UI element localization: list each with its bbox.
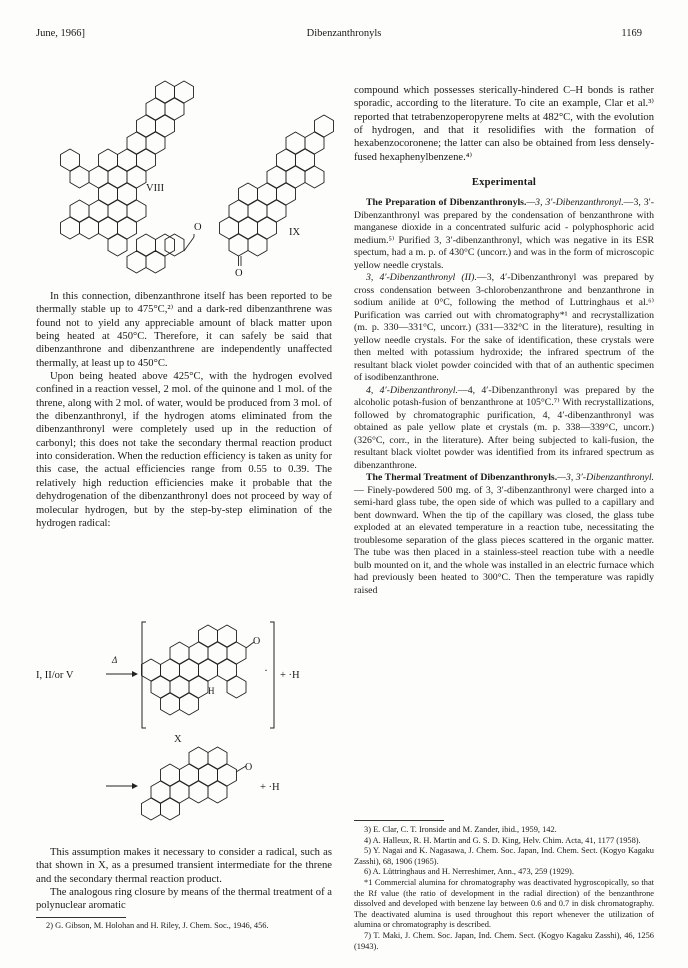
reactant-label: I, II/or V <box>36 670 74 681</box>
paragraph-44-dibenzanthronyl <box>354 385 654 473</box>
label-o-product: O <box>245 762 253 773</box>
header-title: Dibenzanthronyls <box>306 28 382 39</box>
delta-symbol: Δ <box>112 655 118 665</box>
compound-34-body: —3, 4′-Dibenzanthronyl was prepared by cross condensation between 3-chlorobenzanthrone and benzanthrone in sodium anilide at 0°C, following the method of Luttringhaus et al.⁶⁾ Purification was carried out with chromatography*¹ and recrystallization (m. p. 330—331°C, uncorr.) (331—332°C in the literature), resulting in yellow needle crystals. For the sake of identification, these crystals were then melted with potassium hydroxide; the infrared spectrum of the resultant black violet powder coincided with that of an authentic specimen of isodibenzanthrone. <box>354 272 654 384</box>
arrow-head-1 <box>132 671 138 677</box>
reference-6: 6) A. Lüttringhaus and H. Nerreshimer, Ann., 473, 259 (1929). <box>364 867 574 877</box>
page-number: 1169 <box>621 28 642 39</box>
radical-dot: · <box>264 663 268 677</box>
footnote-rule-left <box>36 917 126 918</box>
subsection-thermal-treatment: The Thermal Treatment of Dibenzanthronyls. <box>366 472 558 484</box>
footnote-alumina: *1 Commercial alumina for chromatography was deactivated hygroscopically, so that the Rf value (the ratio of development in the radial direction) of the benzanthrone dissolved and developed with benzene lay between 0.6 and 0.7 in disk chromatography. The deactivated alumina is used throughout this report whenever the utilization of alumina or chromatography is described. <box>354 877 654 930</box>
reaction-scheme <box>34 608 334 828</box>
label-x: X <box>174 734 182 745</box>
arrow-head-2 <box>132 783 138 789</box>
molecule-ix-structure <box>220 115 334 266</box>
paragraph-34-dibenzanthronyl <box>354 272 654 385</box>
radical-x-structure <box>142 625 255 715</box>
label-o-x: O <box>253 636 261 647</box>
footnote-rule-right <box>354 820 444 821</box>
bracket-right <box>270 622 274 728</box>
paragraph-preparation <box>354 197 654 272</box>
thermal-body: — Finely-powdered 500 mg. of 3, 3′-dibenzanthronyl were charged into a semi-hard glass tube, the open side of which was pulled to a capillary and bent downward. When the tip of the capillary was closed, the glass tube exploded at an elevated temperature in a reaction tube, necessitating the troublesome separation of the glass pieces scattered in the organic matter. The tube was then placed in a stainless-steel reaction tube with a needle bulb mounted on it, and the whole was installed in an electric furnace which had previously been heated to 300°C. Then the temperature was rapidly raised <box>354 484 654 596</box>
structure-viii-ix <box>34 62 344 282</box>
compound-44-body: —4, 4′-Dibenzanthronyl was prepared by the alcoholic potash-fusion of benzanthrone at 105°C.⁷⁾ With recrystallizations, followed by chromatographic purification, 4, 4′-dibenzanthronyl was obtained as pale yellow plate et crystals (m. p. 338—339°C, uncorr.) (326°C, corr., in the literature). After being subjected to kali-fusion, the resultant black violtet powder was identified from its infrared spectrum as dibenzanthrone. <box>354 384 654 471</box>
left-footnotes <box>36 921 332 932</box>
reference-4: 4) A. Halleux, R. H. Martin and G. S. D. King, Helv. Chim. Acta, 41, 1177 (1958). <box>364 835 641 845</box>
preparation-body: —3, 3′-Dibenzanthronyl was prepared by the condensation of benzanthrone with manganese dioxide in a concentrated sulfuric acid - polyphosphoric acid medium.⁵⁾ Purified 3, 3′-dibenzanthronyl, which was negative in its ESR spectum, had a m. p. of 430°C (uncorr.) and was in the form of microscopic yellow needle crystals. <box>354 197 654 271</box>
section-experimental: Experimental <box>471 177 537 189</box>
label-h-x: H <box>208 686 215 696</box>
reference-7: 7) T. Maki, J. Chem. Soc. Japan, Ind. Chem. Sect. (Kogyo Kagaku Zasshi), 46, 1256 (1943). <box>354 930 654 951</box>
left-column-lower <box>36 846 332 913</box>
footnote-2: 2) G. Gibson, M. Holohan and H. Riley, J. Chem. Soc., 1946, 456. <box>46 921 269 930</box>
label-viii: VIII <box>146 183 165 194</box>
label-ix: IX <box>289 227 301 238</box>
paragraph-thermal-stability: In this connection, dibenzanthrone itself has been reported to be thermally stable up to 475°C,²⁾ and a dark-red dibenzanthrene was found not to yield any appreciable amount of black matter upon being heated at 450°C. Therefore, it can safely be said that dibenzanthrone and dibenzanthrene are independently unaffected thermally, at least up to 450°C. <box>36 291 332 369</box>
molecule-viii-structure <box>61 81 195 273</box>
reference-5: 5) Y. Nagai and K. Nagasawa, J. Chem. Soc. Japan, Ind. Chem. Sect. (Kogyo Kagaku Zasshi), 68, 1906 (1965). <box>354 846 654 866</box>
paragraph-radical-assumption: This assumption makes it necessary to consider a radical, such as that shown in X, as a presumed transient intermediate for the threne and the secondary thermal reaction product. <box>36 847 332 885</box>
paragraph-thermal-treatment <box>354 472 654 597</box>
compound-33-thermal: —3, 3′-Dibenzanthronyl. <box>557 472 655 484</box>
product-structure <box>142 747 247 820</box>
subsection-preparation: The Preparation of Dibenzanthronyls. <box>366 197 527 209</box>
paragraph-reduction-efficiency: Upon being heated above 425°C, with the hydrogen evolved confined in a reaction vessel, 2 mol. of the quinone and 1 mol. of the threne, along with 2 mol. of water, would be produced from 3 mol. of the dibenzanthronyl, if the hydrogen atoms eliminated from the dibenzanthronyl were completely used up in the reduction of carbonyl; this does not take the secondary thermal reaction product into consideration. When the reduction efficiency is taken as unity for this case, the actual efficiencies range from 0.55 to 0.39. The relatively high reduction efficiencies make it probable that the dehydrogenation of the dibenzanthronyl does not proceed by way of molecular hydrogen, but by the step-by-step elimination of the hydrogen radical: <box>36 371 332 529</box>
right-column <box>354 84 654 597</box>
bracket-left <box>142 622 146 728</box>
right-footnotes <box>354 825 654 952</box>
label-o-viii: O <box>194 222 202 233</box>
paragraph-literature: compound which possesses sterically-hindered C–H bonds is rather sporadic, according to the literature. To cite an example, Clar et al.³⁾ reported that tetrabenzoperopyrene melts at 482°C, with the evolution of hydrogen, and that it resolidifies with the formation of hexabenzocoronene; the latter can also be obtained from less densely-fused hexaphenylbenzene.⁴⁾ <box>354 85 654 163</box>
compound-44: 4, 4′-Dibenzanthronyl. <box>366 384 458 396</box>
header-date: June, 1966] <box>36 28 85 39</box>
paragraph-ring-closure: The analogous ring closure by means of the thermal treatment of a polynuclear aromatic <box>36 887 332 912</box>
left-column-upper <box>36 290 332 530</box>
label-o-ix: O <box>235 268 243 279</box>
compound-33: —3, 3′-Dibenzanthronyl. <box>526 197 624 209</box>
plus-h-2: + ·H <box>260 782 280 793</box>
plus-h-1: + ·H <box>280 670 300 681</box>
compound-34: 3, 4′-Dibenzanthronyl (II). <box>366 272 477 284</box>
reference-3: 3) E. Clar, C. T. Ironside and M. Zander, ibid., 1959, 142. <box>364 825 557 834</box>
